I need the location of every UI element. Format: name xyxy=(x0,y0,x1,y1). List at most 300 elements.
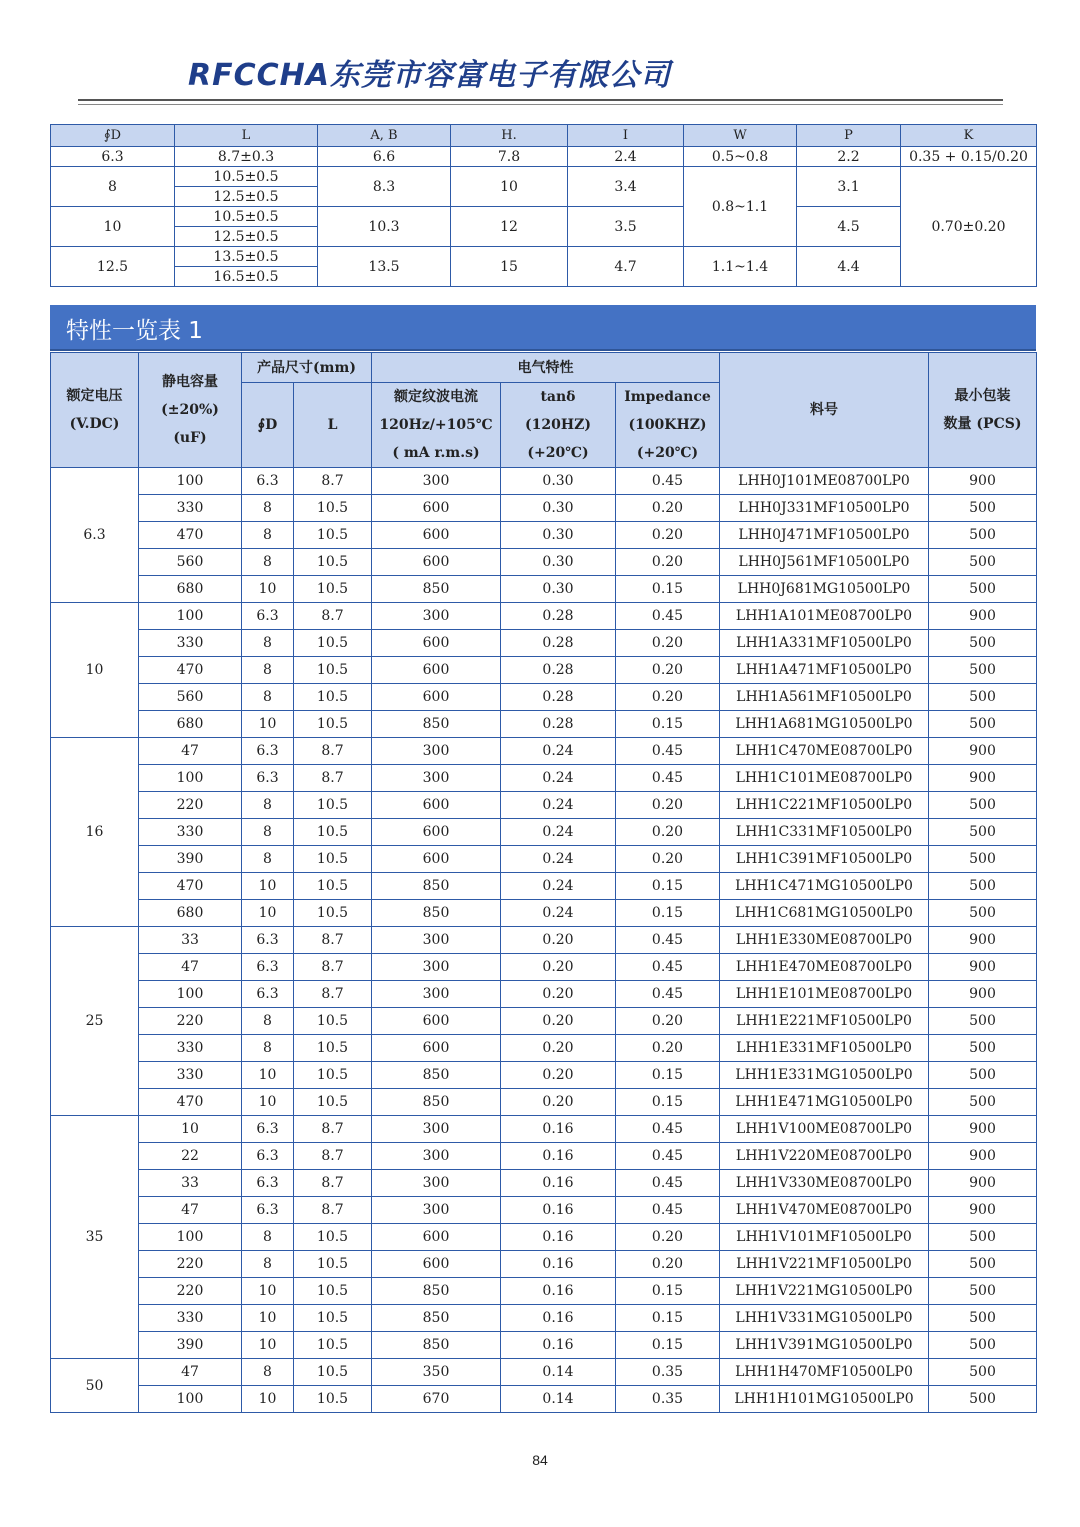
cell-part-number: LHH1E471MG10500LP0 xyxy=(720,1089,929,1116)
table-row xyxy=(51,927,1037,954)
cell-capacitance: 220 xyxy=(139,792,242,819)
dim-ab: 8.3 xyxy=(318,167,451,207)
cell-diameter: 10 xyxy=(242,711,294,738)
section-title: 特性一览表 1 xyxy=(66,318,203,344)
header-cap-line2: (±20%) xyxy=(161,402,219,418)
dim-h: 7.8 xyxy=(451,147,568,167)
cell-length: 10.5 xyxy=(294,1008,372,1035)
cell-length: 10.5 xyxy=(294,1305,372,1332)
cell-tan-delta: 0.30 xyxy=(501,576,616,603)
table-row xyxy=(51,1170,1037,1197)
cell-tan-delta: 0.24 xyxy=(501,846,616,873)
cell-ripple: 300 xyxy=(372,1197,501,1224)
cell-capacitance: 47 xyxy=(139,738,242,765)
dim-ab: 6.6 xyxy=(318,147,451,167)
header-tan xyxy=(501,383,616,468)
header-part-number: 料号 xyxy=(720,353,929,468)
header-ripple-line3: ( mA r.m.s) xyxy=(392,445,480,461)
cell-capacitance: 220 xyxy=(139,1251,242,1278)
cell-tan-delta: 0.16 xyxy=(501,1197,616,1224)
table-row xyxy=(51,1305,1037,1332)
header-size: 产品尺寸(mm) xyxy=(242,353,372,383)
cell-min-pack: 500 xyxy=(929,1224,1037,1251)
cell-part-number: LHH1V470ME08700LP0 xyxy=(720,1197,929,1224)
dim-l: 10.5±0.5 xyxy=(175,207,318,227)
cell-min-pack: 500 xyxy=(929,1305,1037,1332)
cell-diameter: 8 xyxy=(242,549,294,576)
cell-ripple: 600 xyxy=(372,1251,501,1278)
cell-diameter: 10 xyxy=(242,1089,294,1116)
cell-diameter: 8 xyxy=(242,1224,294,1251)
table-row xyxy=(51,167,1037,187)
cell-diameter: 6.3 xyxy=(242,954,294,981)
cell-diameter: 6.3 xyxy=(242,1143,294,1170)
cell-impedance: 0.45 xyxy=(616,1170,720,1197)
dim-h: 15 xyxy=(451,247,568,287)
cell-length: 10.5 xyxy=(294,576,372,603)
cell-part-number: LHH1E101ME08700LP0 xyxy=(720,981,929,1008)
cell-tan-delta: 0.28 xyxy=(501,603,616,630)
cell-tan-delta: 0.16 xyxy=(501,1224,616,1251)
cell-part-number: LHH1V330ME08700LP0 xyxy=(720,1170,929,1197)
cell-min-pack: 500 xyxy=(929,549,1037,576)
cell-length: 10.5 xyxy=(294,1251,372,1278)
cell-min-pack: 500 xyxy=(929,1008,1037,1035)
cell-length: 10.5 xyxy=(294,657,372,684)
cell-ripple: 600 xyxy=(372,495,501,522)
cell-min-pack: 500 xyxy=(929,1278,1037,1305)
cell-tan-delta: 0.16 xyxy=(501,1170,616,1197)
cell-part-number: LHH0J331MF10500LP0 xyxy=(720,495,929,522)
cell-ripple: 300 xyxy=(372,738,501,765)
cell-capacitance: 22 xyxy=(139,1143,242,1170)
table-row xyxy=(51,522,1037,549)
cell-length: 10.5 xyxy=(294,684,372,711)
header-tan-line3: (+20℃) xyxy=(527,445,589,461)
cell-tan-delta: 0.28 xyxy=(501,657,616,684)
table-row xyxy=(51,1035,1037,1062)
cell-part-number: LHH1V101MF10500LP0 xyxy=(720,1224,929,1251)
cell-min-pack: 500 xyxy=(929,657,1037,684)
header-voltage-line1: 额定电压 xyxy=(66,388,123,404)
dim-p: 3.1 xyxy=(797,167,901,207)
dim-k: 0.35 + 0.15/0.20 xyxy=(901,147,1037,167)
cell-min-pack: 500 xyxy=(929,792,1037,819)
cell-impedance: 0.35 xyxy=(616,1359,720,1386)
cell-min-pack: 500 xyxy=(929,900,1037,927)
cell-diameter: 10 xyxy=(242,1332,294,1359)
cell-impedance: 0.15 xyxy=(616,873,720,900)
cell-impedance: 0.20 xyxy=(616,684,720,711)
cell-capacitance: 100 xyxy=(139,1224,242,1251)
cell-ripple: 300 xyxy=(372,603,501,630)
cell-part-number: LHH1E330ME08700LP0 xyxy=(720,927,929,954)
cell-min-pack: 500 xyxy=(929,1332,1037,1359)
cell-part-number: LHH1C471MG10500LP0 xyxy=(720,873,929,900)
cell-impedance: 0.15 xyxy=(616,1332,720,1359)
cell-capacitance: 390 xyxy=(139,846,242,873)
cell-capacitance: 330 xyxy=(139,819,242,846)
table-row xyxy=(51,1008,1037,1035)
table-row xyxy=(51,873,1037,900)
table-row xyxy=(51,900,1037,927)
cell-part-number: LHH1E470ME08700LP0 xyxy=(720,954,929,981)
table-row xyxy=(51,657,1037,684)
cell-rated-voltage: 35 xyxy=(51,1116,139,1359)
cell-length: 8.7 xyxy=(294,954,372,981)
cell-ripple: 600 xyxy=(372,1224,501,1251)
header-size-d: ∮D xyxy=(242,383,294,468)
cell-min-pack: 900 xyxy=(929,1197,1037,1224)
cell-tan-delta: 0.20 xyxy=(501,1089,616,1116)
header-size-l: L xyxy=(294,383,372,468)
cell-impedance: 0.20 xyxy=(616,657,720,684)
cell-diameter: 6.3 xyxy=(242,738,294,765)
cell-min-pack: 900 xyxy=(929,738,1037,765)
cell-length: 8.7 xyxy=(294,1170,372,1197)
cell-part-number: LHH1V331MG10500LP0 xyxy=(720,1305,929,1332)
cell-tan-delta: 0.16 xyxy=(501,1305,616,1332)
table-row xyxy=(51,792,1037,819)
cell-ripple: 670 xyxy=(372,1386,501,1413)
cell-diameter: 6.3 xyxy=(242,1170,294,1197)
cell-min-pack: 900 xyxy=(929,765,1037,792)
cell-length: 10.5 xyxy=(294,1035,372,1062)
dim-header-h: H. xyxy=(451,125,568,147)
dim-k-merged: 0.70±0.20 xyxy=(901,167,1037,287)
table-row xyxy=(51,576,1037,603)
cell-tan-delta: 0.24 xyxy=(501,792,616,819)
cell-tan-delta: 0.24 xyxy=(501,819,616,846)
cell-rated-voltage: 10 xyxy=(51,603,139,738)
cell-diameter: 6.3 xyxy=(242,1116,294,1143)
table-row xyxy=(51,1143,1037,1170)
cell-impedance: 0.20 xyxy=(616,630,720,657)
cell-tan-delta: 0.28 xyxy=(501,711,616,738)
dim-d: 10 xyxy=(51,207,175,247)
cell-tan-delta: 0.20 xyxy=(501,927,616,954)
cell-diameter: 8 xyxy=(242,1251,294,1278)
cell-capacitance: 560 xyxy=(139,684,242,711)
header-min-pack xyxy=(929,353,1037,468)
cell-min-pack: 500 xyxy=(929,684,1037,711)
table-row xyxy=(51,549,1037,576)
spec-table xyxy=(50,352,1037,1413)
cell-impedance: 0.15 xyxy=(616,1278,720,1305)
cell-rated-voltage: 6.3 xyxy=(51,468,139,603)
cell-ripple: 600 xyxy=(372,630,501,657)
dim-header-w: W xyxy=(684,125,797,147)
table-row xyxy=(51,711,1037,738)
cell-min-pack: 500 xyxy=(929,1359,1037,1386)
dim-w: 1.1~1.4 xyxy=(684,247,797,287)
dim-ab: 13.5 xyxy=(318,247,451,287)
cell-impedance: 0.20 xyxy=(616,1008,720,1035)
cell-impedance: 0.45 xyxy=(616,954,720,981)
dimension-table xyxy=(50,124,1037,287)
cell-impedance: 0.20 xyxy=(616,522,720,549)
cell-diameter: 10 xyxy=(242,873,294,900)
cell-ripple: 600 xyxy=(372,1035,501,1062)
cell-impedance: 0.35 xyxy=(616,1386,720,1413)
cell-ripple: 300 xyxy=(372,927,501,954)
cell-ripple: 300 xyxy=(372,765,501,792)
cell-impedance: 0.45 xyxy=(616,738,720,765)
page-number: 84 xyxy=(532,1452,548,1468)
dim-h: 10 xyxy=(451,167,568,207)
cell-impedance: 0.45 xyxy=(616,927,720,954)
cell-diameter: 8 xyxy=(242,1035,294,1062)
cell-ripple: 850 xyxy=(372,1332,501,1359)
cell-impedance: 0.20 xyxy=(616,819,720,846)
cell-impedance: 0.15 xyxy=(616,576,720,603)
cell-part-number: LHH1V220ME08700LP0 xyxy=(720,1143,929,1170)
cell-impedance: 0.45 xyxy=(616,603,720,630)
dim-i: 4.7 xyxy=(568,247,684,287)
cell-diameter: 10 xyxy=(242,1062,294,1089)
cell-capacitance: 33 xyxy=(139,927,242,954)
cell-length: 10.5 xyxy=(294,846,372,873)
dim-l: 16.5±0.5 xyxy=(175,267,318,287)
cell-ripple: 300 xyxy=(372,981,501,1008)
header-capacitance xyxy=(139,353,242,468)
cell-ripple: 600 xyxy=(372,1008,501,1035)
cell-min-pack: 900 xyxy=(929,1116,1037,1143)
cell-tan-delta: 0.14 xyxy=(501,1359,616,1386)
cell-tan-delta: 0.20 xyxy=(501,954,616,981)
cell-impedance: 0.15 xyxy=(616,711,720,738)
cell-capacitance: 330 xyxy=(139,1305,242,1332)
header-tan-line1: tanδ xyxy=(540,389,576,405)
dim-l: 13.5±0.5 xyxy=(175,247,318,267)
cell-capacitance: 10 xyxy=(139,1116,242,1143)
dim-l: 12.5±0.5 xyxy=(175,187,318,207)
cell-part-number: LHH1V221MF10500LP0 xyxy=(720,1251,929,1278)
cell-diameter: 8 xyxy=(242,684,294,711)
cell-ripple: 600 xyxy=(372,684,501,711)
cell-min-pack: 500 xyxy=(929,1035,1037,1062)
cell-part-number: LHH1H101MG10500LP0 xyxy=(720,1386,929,1413)
header-tan-line2: (120HZ) xyxy=(525,417,591,433)
cell-part-number: LHH1A331MF10500LP0 xyxy=(720,630,929,657)
table-row xyxy=(51,247,1037,267)
cell-ripple: 600 xyxy=(372,792,501,819)
cell-impedance: 0.45 xyxy=(616,765,720,792)
cell-part-number: LHH1A561MF10500LP0 xyxy=(720,684,929,711)
dim-p: 4.4 xyxy=(797,247,901,287)
cell-impedance: 0.20 xyxy=(616,495,720,522)
cell-length: 10.5 xyxy=(294,1359,372,1386)
cell-min-pack: 500 xyxy=(929,522,1037,549)
cell-capacitance: 390 xyxy=(139,1332,242,1359)
cell-min-pack: 500 xyxy=(929,819,1037,846)
dim-w-merged: 0.8~1.1 xyxy=(684,167,797,247)
cell-length: 10.5 xyxy=(294,1386,372,1413)
cell-ripple: 600 xyxy=(372,549,501,576)
cell-diameter: 8 xyxy=(242,846,294,873)
cell-capacitance: 100 xyxy=(139,468,242,495)
cell-length: 8.7 xyxy=(294,738,372,765)
cell-min-pack: 900 xyxy=(929,603,1037,630)
cell-ripple: 850 xyxy=(372,873,501,900)
cell-impedance: 0.45 xyxy=(616,1197,720,1224)
cell-capacitance: 330 xyxy=(139,630,242,657)
cell-length: 8.7 xyxy=(294,927,372,954)
table-row xyxy=(51,1089,1037,1116)
cell-ripple: 850 xyxy=(372,1062,501,1089)
section-banner xyxy=(50,305,1036,351)
cell-ripple: 850 xyxy=(372,576,501,603)
cell-capacitance: 100 xyxy=(139,765,242,792)
cell-diameter: 8 xyxy=(242,1008,294,1035)
dim-header-p: P xyxy=(797,125,901,147)
cell-ripple: 300 xyxy=(372,954,501,981)
cell-length: 10.5 xyxy=(294,495,372,522)
cell-ripple: 300 xyxy=(372,1170,501,1197)
cell-impedance: 0.45 xyxy=(616,981,720,1008)
dim-l: 8.7±0.3 xyxy=(175,147,318,167)
cell-capacitance: 100 xyxy=(139,603,242,630)
header-electrical: 电气特性 xyxy=(372,353,720,383)
cell-tan-delta: 0.20 xyxy=(501,1008,616,1035)
header-voltage xyxy=(51,353,139,468)
cell-impedance: 0.45 xyxy=(616,468,720,495)
cell-tan-delta: 0.16 xyxy=(501,1116,616,1143)
cell-part-number: LHH1V391MG10500LP0 xyxy=(720,1332,929,1359)
cell-length: 10.5 xyxy=(294,711,372,738)
header-pack-line2: 数量 (PCS) xyxy=(943,416,1022,432)
cell-impedance: 0.15 xyxy=(616,1089,720,1116)
cell-tan-delta: 0.30 xyxy=(501,468,616,495)
cell-part-number: LHH0J561MF10500LP0 xyxy=(720,549,929,576)
table-row xyxy=(51,147,1037,167)
cell-capacitance: 330 xyxy=(139,495,242,522)
cell-capacitance: 470 xyxy=(139,657,242,684)
cell-min-pack: 900 xyxy=(929,954,1037,981)
cell-ripple: 350 xyxy=(372,1359,501,1386)
cell-part-number: LHH1C101ME08700LP0 xyxy=(720,765,929,792)
cell-capacitance: 560 xyxy=(139,549,242,576)
cell-impedance: 0.20 xyxy=(616,846,720,873)
cell-diameter: 6.3 xyxy=(242,1197,294,1224)
cell-length: 10.5 xyxy=(294,630,372,657)
cell-ripple: 850 xyxy=(372,1089,501,1116)
cell-min-pack: 900 xyxy=(929,927,1037,954)
cell-length: 10.5 xyxy=(294,1224,372,1251)
cell-length: 8.7 xyxy=(294,1143,372,1170)
table-row xyxy=(51,630,1037,657)
cell-min-pack: 500 xyxy=(929,1251,1037,1278)
cell-ripple: 300 xyxy=(372,1143,501,1170)
company-title: RFCCHA东莞市容富电子有限公司 xyxy=(188,58,671,93)
spec-table-body xyxy=(51,468,1037,1413)
cell-impedance: 0.45 xyxy=(616,1143,720,1170)
cell-tan-delta: 0.20 xyxy=(501,1062,616,1089)
cell-ripple: 850 xyxy=(372,1278,501,1305)
header-rule-thin xyxy=(78,104,1003,105)
cell-part-number: LHH1V100ME08700LP0 xyxy=(720,1116,929,1143)
cell-length: 8.7 xyxy=(294,1116,372,1143)
cell-impedance: 0.20 xyxy=(616,1251,720,1278)
dim-d: 6.3 xyxy=(51,147,175,167)
cell-min-pack: 900 xyxy=(929,468,1037,495)
table-row xyxy=(51,1197,1037,1224)
dim-i: 2.4 xyxy=(568,147,684,167)
cell-capacitance: 470 xyxy=(139,1089,242,1116)
cell-tan-delta: 0.16 xyxy=(501,1332,616,1359)
cell-diameter: 6.3 xyxy=(242,927,294,954)
cell-rated-voltage: 25 xyxy=(51,927,139,1116)
table-row xyxy=(51,495,1037,522)
cell-tan-delta: 0.30 xyxy=(501,522,616,549)
spec-header-row xyxy=(51,353,1037,383)
header-ripple-line1: 额定纹波电流 xyxy=(394,389,478,405)
table-row xyxy=(51,981,1037,1008)
cell-min-pack: 500 xyxy=(929,495,1037,522)
dim-header-ab: A, B xyxy=(318,125,451,147)
cell-min-pack: 500 xyxy=(929,1386,1037,1413)
cell-part-number: LHH1C331MF10500LP0 xyxy=(720,819,929,846)
cell-length: 10.5 xyxy=(294,873,372,900)
cell-capacitance: 100 xyxy=(139,981,242,1008)
cell-length: 8.7 xyxy=(294,981,372,1008)
cell-ripple: 600 xyxy=(372,522,501,549)
cell-diameter: 6.3 xyxy=(242,981,294,1008)
cell-min-pack: 500 xyxy=(929,630,1037,657)
cell-min-pack: 900 xyxy=(929,1170,1037,1197)
cell-length: 10.5 xyxy=(294,819,372,846)
cell-ripple: 600 xyxy=(372,819,501,846)
table-row xyxy=(51,1386,1037,1413)
dim-p: 4.5 xyxy=(797,207,901,247)
dim-l: 10.5±0.5 xyxy=(175,167,318,187)
table-row xyxy=(51,1251,1037,1278)
cell-ripple: 600 xyxy=(372,846,501,873)
cell-impedance: 0.45 xyxy=(616,1116,720,1143)
cell-tan-delta: 0.28 xyxy=(501,630,616,657)
table-row xyxy=(51,684,1037,711)
cell-impedance: 0.15 xyxy=(616,1305,720,1332)
dim-h: 12 xyxy=(451,207,568,247)
cell-capacitance: 47 xyxy=(139,1359,242,1386)
cell-capacitance: 680 xyxy=(139,576,242,603)
dim-d: 12.5 xyxy=(51,247,175,287)
cell-capacitance: 680 xyxy=(139,711,242,738)
cell-part-number: LHH1A471MF10500LP0 xyxy=(720,657,929,684)
cell-capacitance: 470 xyxy=(139,522,242,549)
table-row xyxy=(51,738,1037,765)
cell-diameter: 8 xyxy=(242,792,294,819)
cell-capacitance: 47 xyxy=(139,954,242,981)
header-ripple xyxy=(372,383,501,468)
cell-diameter: 8 xyxy=(242,657,294,684)
cell-tan-delta: 0.20 xyxy=(501,1035,616,1062)
cell-diameter: 10 xyxy=(242,900,294,927)
cell-tan-delta: 0.24 xyxy=(501,765,616,792)
cell-capacitance: 330 xyxy=(139,1062,242,1089)
cell-ripple: 600 xyxy=(372,657,501,684)
cell-min-pack: 500 xyxy=(929,576,1037,603)
cell-part-number: LHH0J101ME08700LP0 xyxy=(720,468,929,495)
table-row xyxy=(51,468,1037,495)
table-row xyxy=(51,846,1037,873)
cell-tan-delta: 0.24 xyxy=(501,873,616,900)
table-row xyxy=(51,765,1037,792)
cell-diameter: 8 xyxy=(242,630,294,657)
cell-diameter: 10 xyxy=(242,1278,294,1305)
cell-tan-delta: 0.24 xyxy=(501,900,616,927)
cell-ripple: 850 xyxy=(372,1305,501,1332)
